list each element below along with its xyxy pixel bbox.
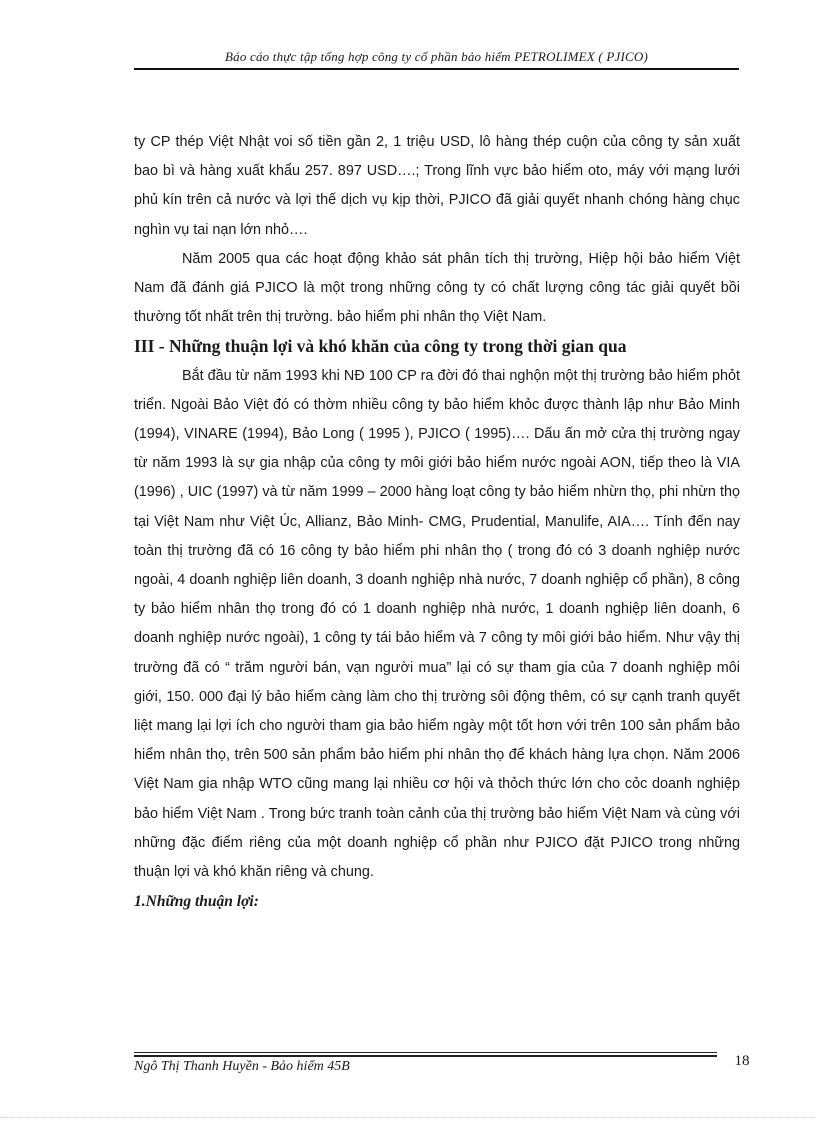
page-bottom-edge	[0, 1117, 816, 1118]
header-divider	[134, 68, 739, 70]
header-title: Báo cáo thực tập tổng hợp công ty cổ phần bảo hiểm PETROLIMEX ( PJICO)	[224, 49, 648, 64]
paragraph-assessment: Năm 2005 qua các hoạt động khảo sát phân tích thị trường, Hiệp hội bảo hiểm Việt Nam đã đánh giá PJICO là một trong những công ty có chất lượng công tác giải quyết bồi thường tốt nhất trên thị trường. bảo hiểm phi nhân thọ Việt Nam.	[134, 250, 740, 326]
paragraph-continued: ty CP thép Việt Nhật voi số tiền gần 2, 1 triệu USD, lô hàng thép cuộn của công ty sản xuất bao bì và hàng xuất khẩu 257. 897 USD….; Trong lĩnh vực bảo hiểm oto, máy với mạng lưới phủ kín trên cả nước và lợi thế dịch vụ kịp thời, PJICO đã giải quyết nhanh chóng hàng chục nghìn vụ tai nạn lớn nhỏ….	[134, 134, 740, 238]
page-number: 18	[734, 1053, 750, 1069]
footer-divider-thick	[134, 1055, 717, 1057]
sub-heading: 1.Những thuận lợi:	[134, 893, 259, 911]
section-heading: III - Những thuận lợi và khó khăn của công ty trong thời gian qua	[134, 336, 627, 357]
document-body	[134, 128, 740, 916]
paragraph-market-history: Bắt đầu từ năm 1993 khi NĐ 100 CP ra đời đó thai nghộn một thị trường bảo hiểm phỏt triển. Ngoài Bảo Việt đó có thờm nhiều công ty bảo hiểm khỏc được thành lập như Bảo Minh (1994), VINARE (1994), Bảo Long ( 1995 ), PJICO ( 1995)…. Dấu ấn mở cửa thị trường ngay từ năm 1993 là sự gia nhập của công ty môi giới bảo hiểm nước ngoài AON, tiếp theo là VIA (1996) , UIC (1997) và từ năm 1999 – 2000 hàng loạt công ty bảo hiểm nhừn thọ, phi nhừn thọ tại Việt Nam như Việt Úc, Allianz, Bảo Minh- CMG, Prudential, Manulife, AIA…. Tính đến nay toàn thị trường đã có 16 công ty bảo hiểm phi nhân thọ ( trong đó có 3 doanh nghiệp nước ngoài, 4 doanh nghiệp liên doanh, 3 doanh nghiệp nhà nước, 7 doanh nghiệp cổ phần), 8 công ty bảo hiểm nhân thọ trong đó có 1 doanh nghiệp nhà nước, 1 doanh nghiệp liên doanh, 6 doanh nghiệp nước ngoài), 1 công ty tái bảo hiểm và 7 công ty môi giới bảo hiểm. Như vậy thị trường đã có “ trăm người bán, vạn người mua” lại có sự tham gia của 7 doanh nghiệp môi giới, 150. 000 đại lý bảo hiểm càng làm cho thị trường sôi động thêm, có sự cạnh tranh quyết liệt mang lại lợi ích cho người tham gia bảo hiểm ngày một tốt hơn với trên 100 sản phẩm bảo hiểm nhân thọ, trên 500 sản phẩm bảo hiểm phi nhân thọ để khách hàng lựa chọn. Năm 2006 Việt Nam gia nhập WTO cũng mang lại nhiều cơ hội và thỏch thức lớn cho cỏc doanh nghiệp bảo hiểm Việt Nam . Trong bức tranh toàn cảnh của thị trường bảo hiểm Việt Nam và cùng với những đặc điểm riêng của một doanh nghiệp cổ phần như PJICO đặt PJICO trong những thuận lợi và khó khăn riêng và chung.	[134, 367, 740, 881]
footer-author: Ngô Thị Thanh Huyền - Bảo hiểm 45B	[134, 1059, 350, 1074]
footer-divider-thin	[134, 1052, 717, 1053]
